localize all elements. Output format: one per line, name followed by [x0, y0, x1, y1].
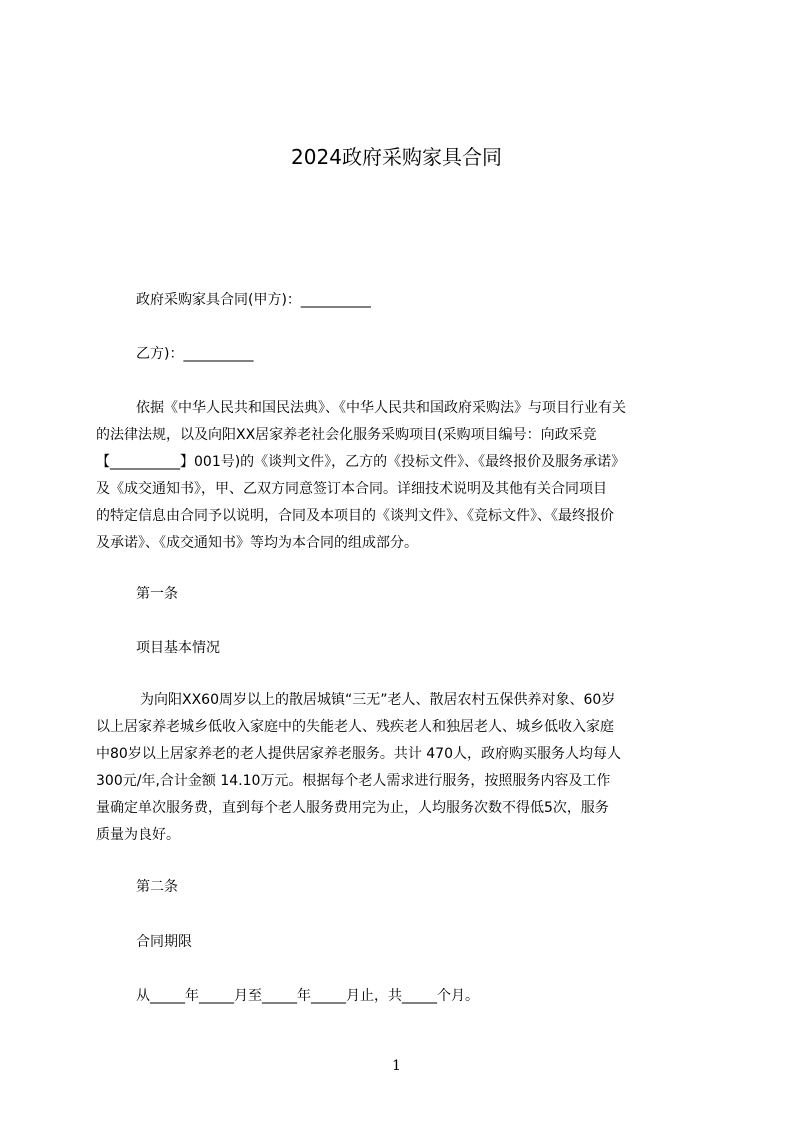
party-b-line: 乙方)：__________ [136, 346, 254, 362]
paragraph-line: 中80岁以上居家养老的老人提供居家养老服务。共计 470人，政府购买服务人均每人 [96, 746, 621, 762]
contract-period-line: 从_____年_____月至_____年_____月止，共_____个月。 [136, 988, 479, 1004]
article2-title: 合同期限 [136, 934, 192, 950]
paragraph-line: 依据《中华人民共和国民法典》、《中华人民共和国政府采购法》与项目行业有关 [136, 400, 626, 416]
paragraph-line: 及承诺》、《成交通知书》等均为本合同的组成部分。 [96, 535, 418, 551]
paragraph-line: 300元/年,合计金额 14.10万元。根据每个老人需求进行服务，按照服务内容及工作 [96, 773, 611, 789]
page-number: 1 [392, 1058, 401, 1074]
article2-heading: 第二条 [136, 879, 178, 895]
document-title: 2024政府采购家具合同 [291, 145, 502, 169]
paragraph-line: 的法律法规，以及向阳XX居家养老社会化服务采购项目(采购项目编号：向政采竞 [96, 427, 597, 443]
paragraph-line: 以上居家养老城乡低收入家庭中的失能老人、残疾老人和独居老人、城乡低收入家庭 [96, 719, 614, 735]
party-a-line: 政府采购家具合同(甲方)：__________ [136, 292, 371, 308]
article1-heading: 第一条 [136, 586, 178, 602]
article1-title: 项目基本情况 [136, 640, 220, 656]
paragraph-line: 为向阳XX60周岁以上的散居城镇“三无”老人、散居农村五保供养对象、60岁 [140, 692, 616, 708]
paragraph-line: 量确定单次服务费，直到每个老人服务费用完为止，人均服务次数不得低5次，服务 [96, 800, 609, 816]
paragraph-line: 的特定信息由合同予以说明，合同及本项目的《谈判文件》、《竞标文件》、《最终报价 [96, 508, 614, 524]
paragraph-line: 质量为良好。 [96, 827, 180, 843]
paragraph-line: 【__________】001号)的《谈判文件》，乙方的《投标文件》、《最终报价及服务承诺》 [96, 454, 626, 470]
paragraph-line: 及《成交通知书》，甲、乙双方同意签订本合同。详细技术说明及其他有关合同项目 [96, 481, 607, 497]
